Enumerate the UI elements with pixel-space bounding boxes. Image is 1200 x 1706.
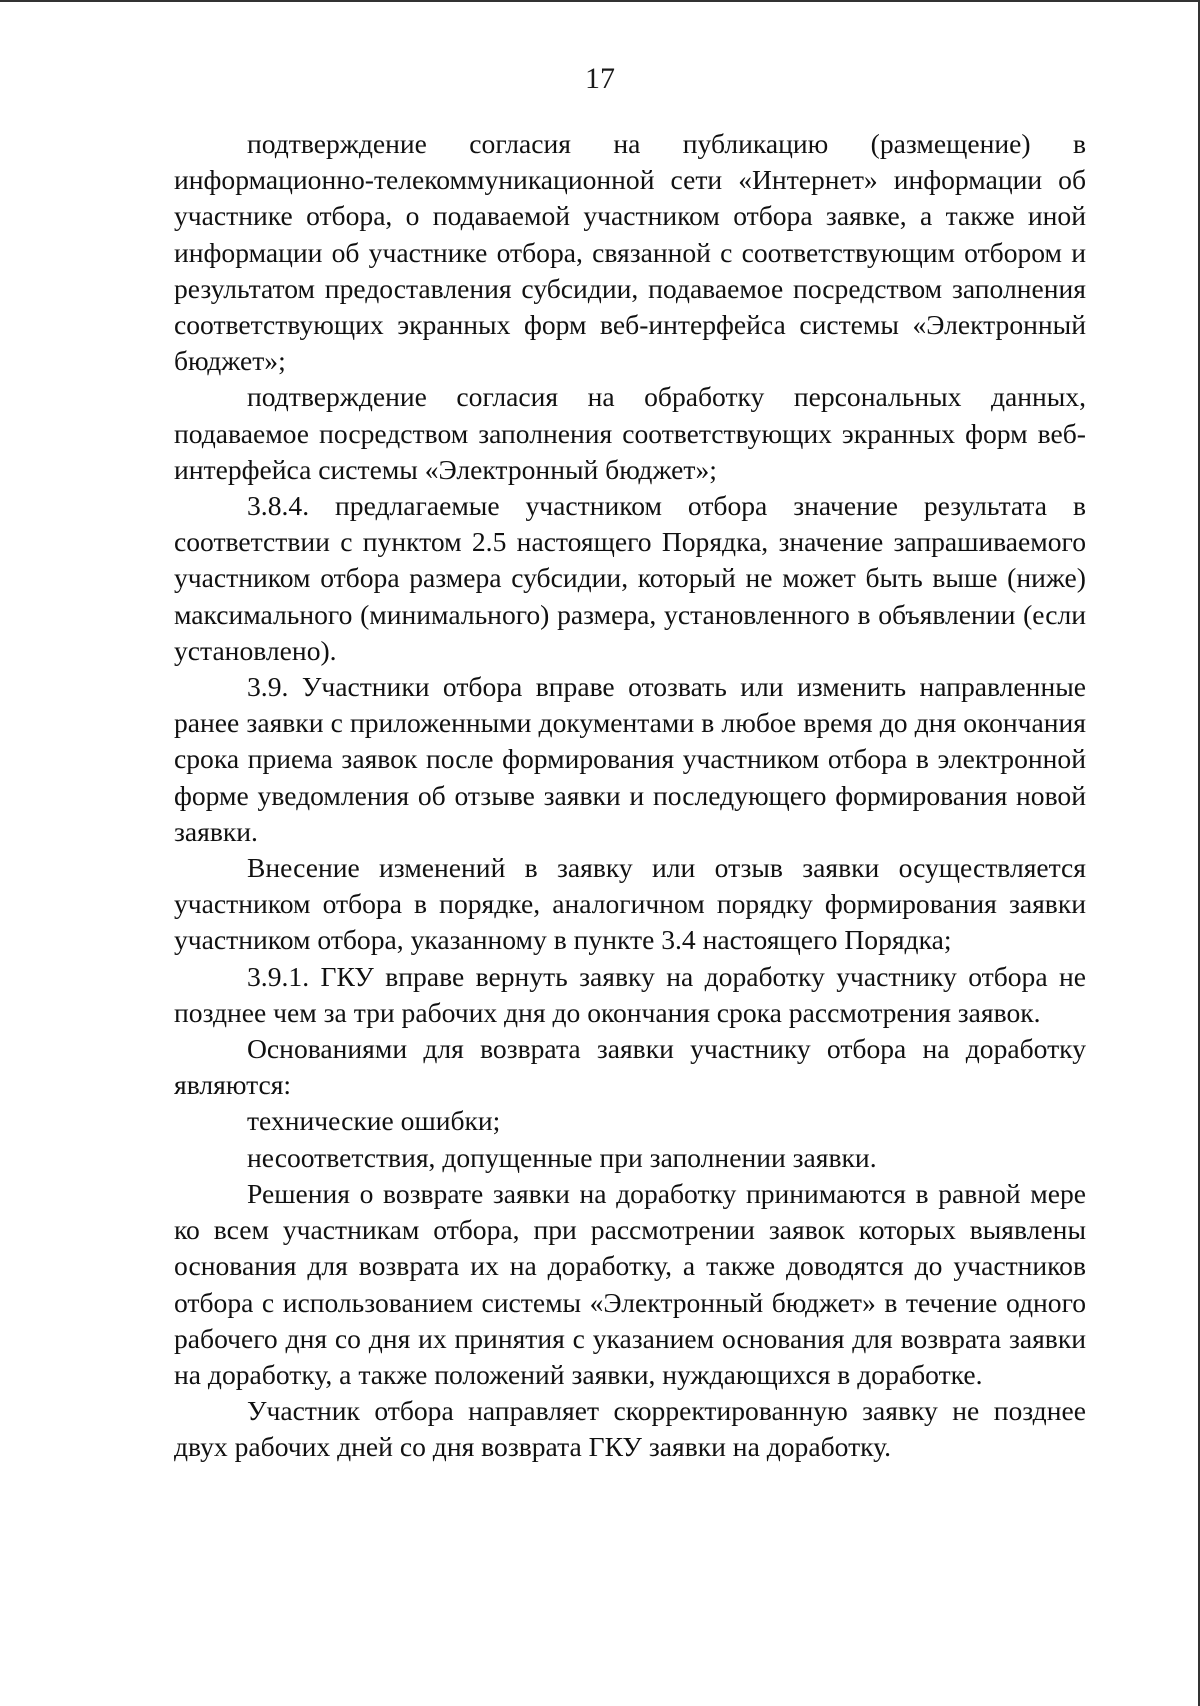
- paragraph-corrected-application: Участник отбора направляет скорректированную заявку не позднее двух рабочих дней со дня возврата ГКУ заявки на доработку.: [174, 1395, 1086, 1463]
- paragraph-return-grounds: Основаниями для возврата заявки участнику отбора на доработку являются:: [174, 1033, 1086, 1101]
- paragraph-consent-personal-data: подтверждение согласия на обработку персональных данных, подаваемое посредством заполнения соответствующих экранных форм веб-интерфейса системы «Электронный бюджет»;: [174, 381, 1086, 485]
- page-top-edge: [0, 0, 1200, 2]
- paragraph-3-9: 3.9. Участники отбора вправе отозвать или изменить направленные ранее заявки с приложенными документами в любое время до дня окончания срока приема заявок после формирования участником отбора в электронной форме уведомления об отзыве заявки и последующего формирования новой заявки.: [174, 671, 1086, 847]
- paragraph-consent-publication: подтверждение согласия на публикацию (размещение) в информационно-телекоммуникационной сети «Интернет» информации об участнике отбора, о подаваемой участником отбора заявке, а также иной информации об участнике отбора, связанной с соответствующим отбором и результатом предоставления субсидии, подаваемое посредством заполнения соответствующих экранных форм веб-интерфейса системы «Электронный бюджет»;: [174, 128, 1086, 377]
- paragraph-3-9-1: 3.9.1. ГКУ вправе вернуть заявку на доработку участнику отбора не позднее чем за три рабочих дня до окончания срока рассмотрения заявок.: [174, 960, 1086, 1028]
- list-item-technical-errors: технические ошибки;: [247, 1105, 501, 1137]
- page-number: 17: [585, 62, 615, 95]
- paragraph-return-decisions: Решения о возврате заявки на доработку принимаются в равной мере ко всем участникам отбора, при рассмотрении заявок которых выявлены основания для возврата их на доработку, а также доводятся до участников отбора с использованием системы «Электронный бюджет» в течение одного рабочего дня со дня их принятия с указанием основания для возврата заявки на доработку, а также положений заявки, нуждающихся в доработке.: [174, 1177, 1086, 1390]
- paragraph-changes-withdrawal: Внесение изменений в заявку или отзыв заявки осуществляется участником отбора в порядке, аналогичном порядку формирования заявки участником отбора, указанному в пункте 3.4 настоящего Порядка;: [174, 852, 1086, 956]
- list-item-inconsistencies: несоответствия, допущенные при заполнении заявки.: [247, 1141, 877, 1173]
- document-body: [174, 126, 1086, 1466]
- paragraph-3-8-4: 3.8.4. предлагаемые участником отбора значение результата в соответствии с пунктом 2.5 настоящего Порядка, значение запрашиваемого участником отбора размера субсидии, который не может быть выше (ниже) максимального (минимального) размера, установленного в объявлении (если установлено).: [174, 490, 1086, 666]
